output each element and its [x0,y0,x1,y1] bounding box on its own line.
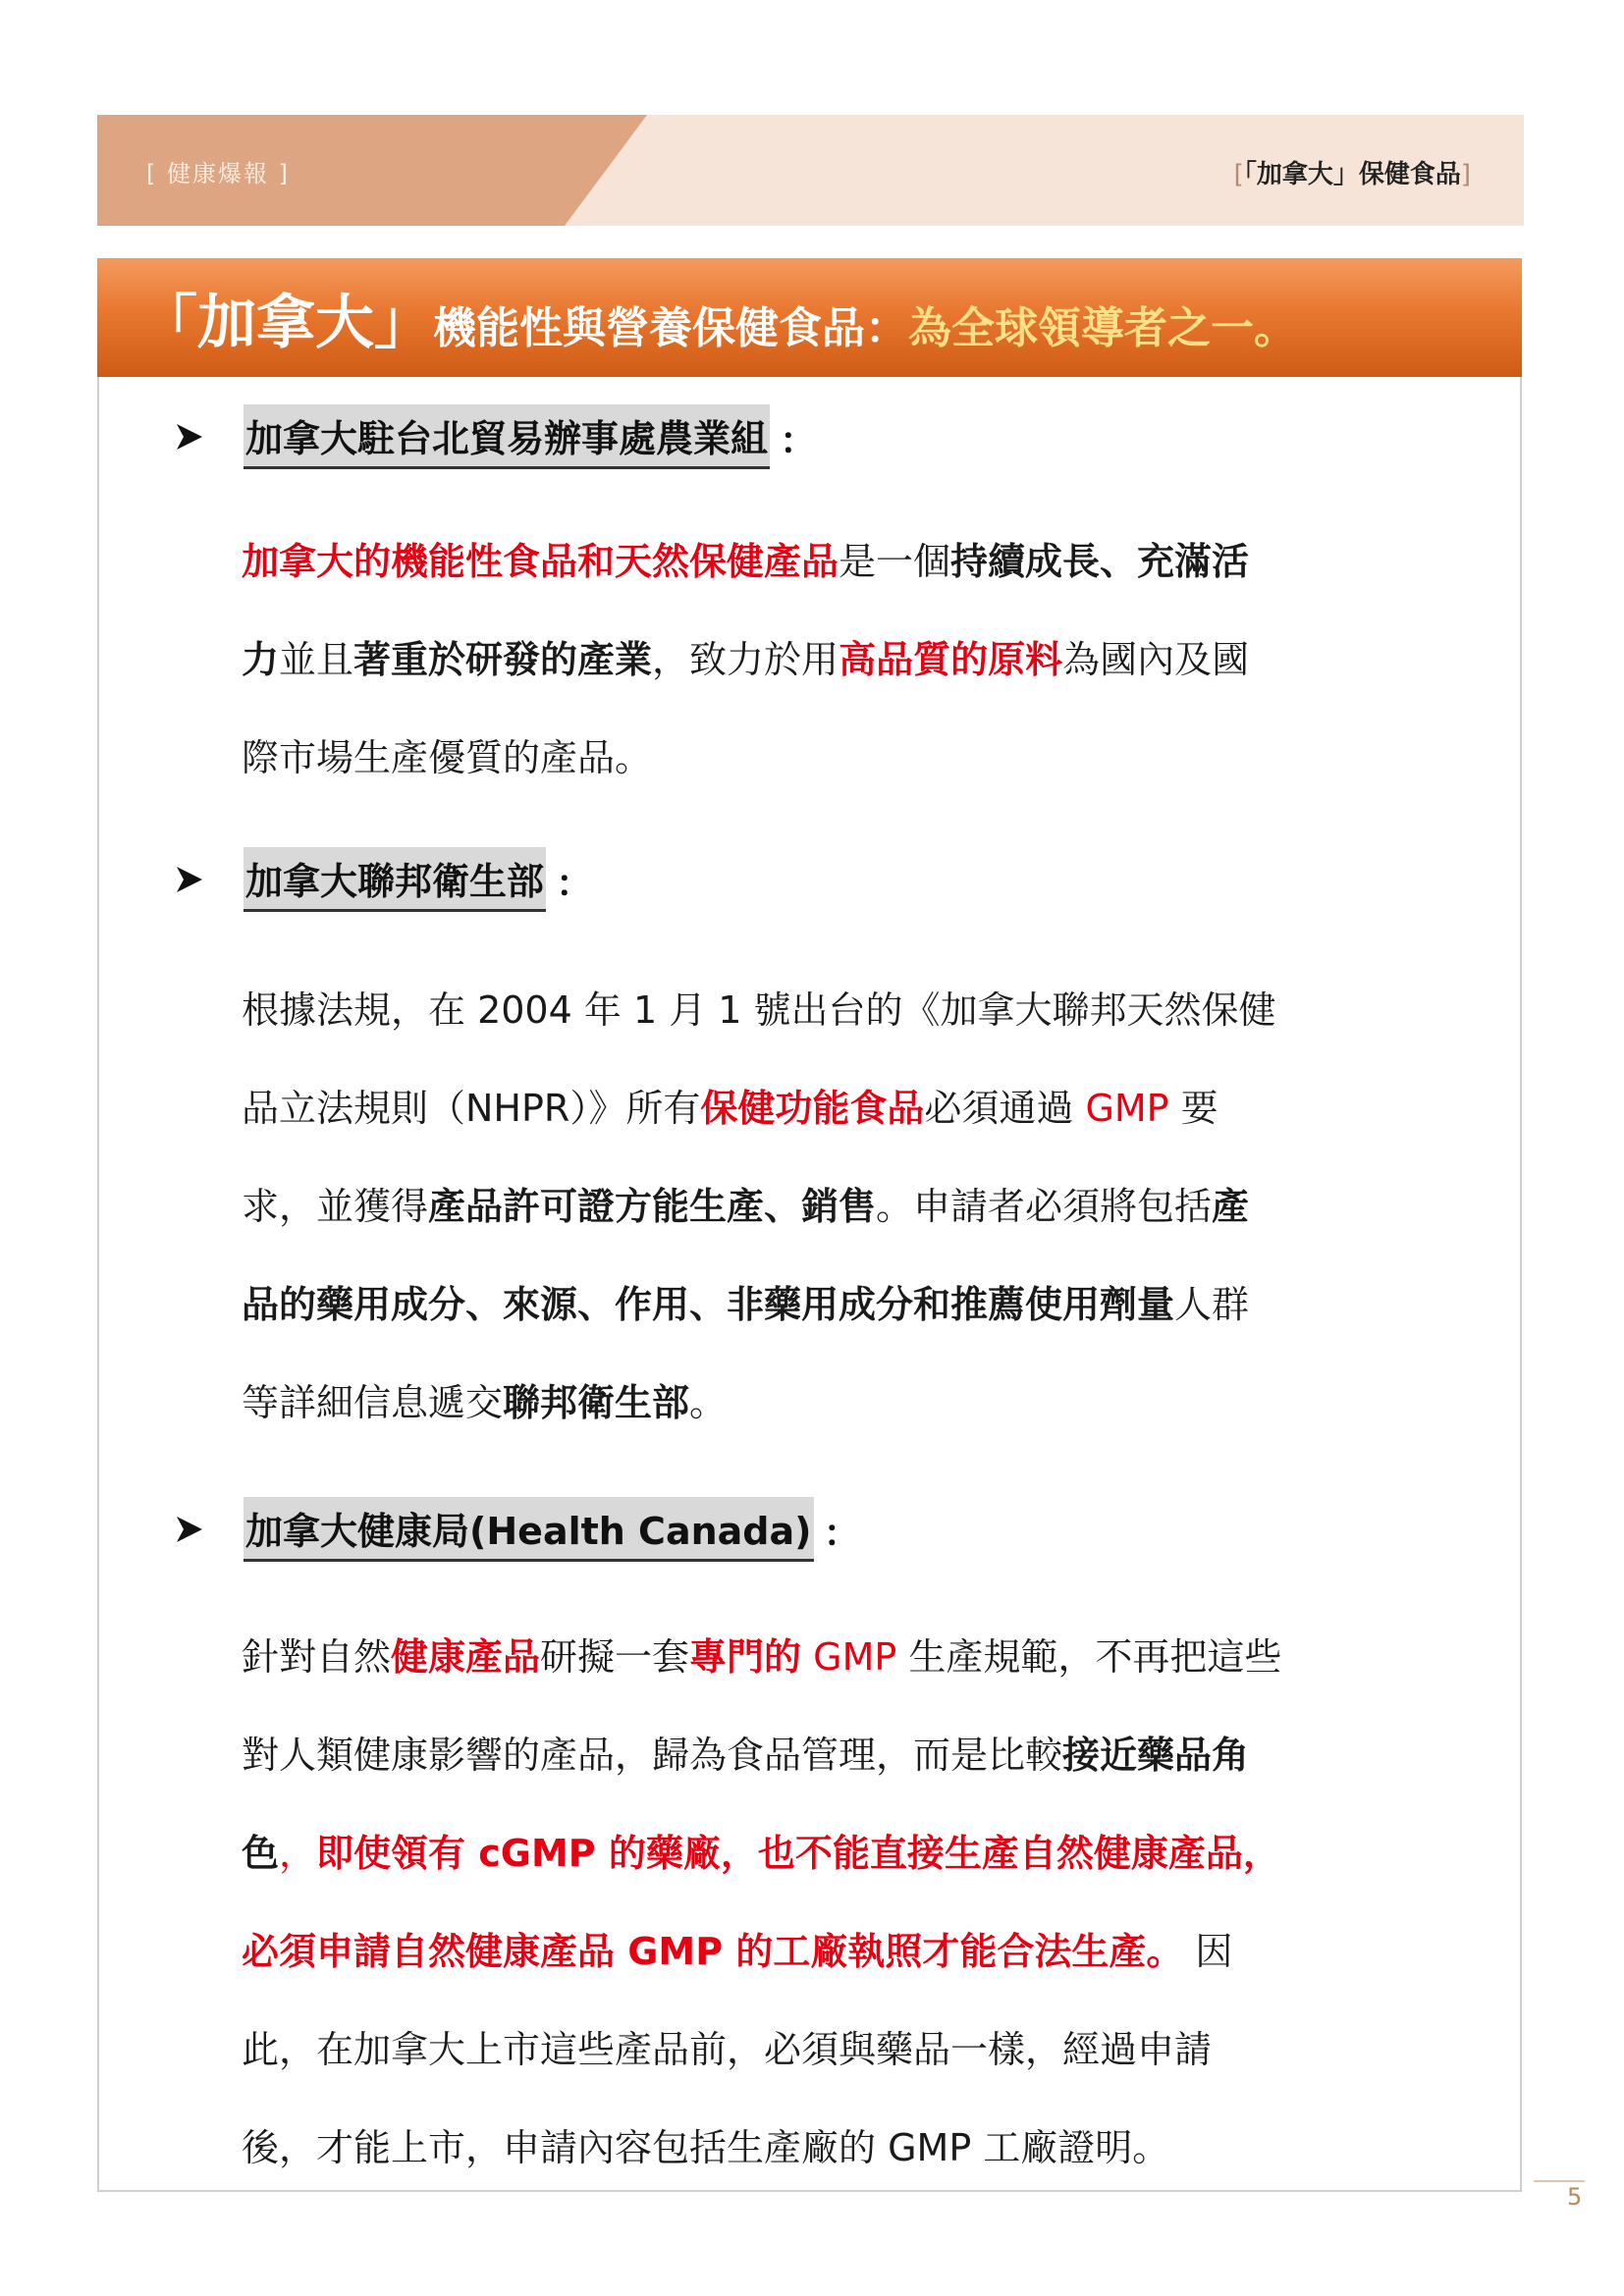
text-run: 產品許可證方能生產、銷售 [428,1185,877,1228]
text-run: 生產規範，不再把這些 [896,1635,1282,1679]
text-run: 必須通過 [924,1087,1086,1130]
text-line [242,1608,1459,1706]
text-line [242,2099,1459,2197]
text-run: 研擬一套 [540,1635,690,1679]
section-heading-colon: ： [823,1511,861,1555]
text-run: 是一個 [839,540,951,583]
page-number: 5 [1567,2183,1583,2211]
header-topic-text: 「加拿大」保健食品 [1243,160,1461,189]
text-run: 即使領有 cGMP 的藥廠，也不能直接生產自然健康產品， [316,1832,1280,1875]
text-line [242,2001,1459,2099]
header-topic-bracket-open: [ [1233,160,1244,189]
title-part-highlight: 為全球領導者之一。 [908,303,1297,353]
section-heading-colon: ： [556,861,594,905]
text-run: 力 [242,638,280,681]
text-line [242,1255,1459,1354]
page-number-rule [1534,2180,1585,2182]
text-line [242,961,1459,1059]
text-run: 保健功能食品 [700,1087,925,1130]
text-run: 根據法規，在 2004 年 1 月 1 號出台的《加拿大聯邦天然保健 [242,988,1276,1032]
arrow-bullet-icon [175,865,204,894]
text-run: 品的藥用成分、來源、作用、非藥用成分和推薦使用劑量 [242,1283,1175,1326]
text-run: 要 [1168,1087,1218,1130]
text-run: 專門的 [689,1635,802,1679]
text-run: 後，才能上市，申請內容包括生產廠的 GMP 工廠證明。 [242,2126,1170,2169]
text-run: 加拿大的機能性食品和天然保健產品 [242,540,839,583]
text-run: 著重於研發的產業 [353,638,653,681]
text-line [242,1902,1459,2001]
text-line [242,611,1459,709]
arrow-bullet-icon [175,422,204,452]
arrow-bullet-icon [175,1515,204,1544]
text-line [242,1354,1459,1452]
page-title [138,276,1297,360]
header-category: [ 健康爆報 ] [146,160,290,187]
text-run: 對人類健康影響的產品，歸為食品管理，而是比較 [242,1734,1063,1777]
section-body [242,1608,1459,2197]
section-body [242,961,1459,1452]
text-run: 為國內及國 [1062,638,1250,681]
page-header [97,115,1524,226]
text-line [242,1804,1459,1902]
text-run: 並且 [279,638,354,681]
section-body [242,512,1459,807]
text-line [242,709,1459,807]
section-heading-text: 加拿大駐台北貿易辦事處農業組 [244,404,770,469]
text-run: 等詳細信息遞交 [242,1381,504,1424]
text-run: 接近藥品角 [1062,1734,1250,1777]
title-part-country: 「加拿大」 [138,289,433,357]
text-run: 高品質的原料 [839,638,1063,681]
text-line [242,1059,1459,1157]
section-heading-text: 加拿大健康局(Health Canada) [244,1497,814,1562]
text-run: ，致力於用 [652,638,839,681]
text-run: GMP [1085,1087,1169,1130]
section-heading-2 [175,850,593,909]
section-heading-colon: ： [780,418,818,462]
text-run: 聯邦衛生部 [503,1381,690,1424]
text-run: 因 [1183,1930,1233,1973]
section-heading-3 [175,1500,861,1559]
text-run: 針對自然 [242,1635,392,1679]
text-run: 。 [689,1381,728,1424]
text-line [242,1706,1459,1804]
text-line [242,512,1459,611]
text-run: 人群 [1174,1283,1250,1326]
text-run: GMP [801,1635,897,1679]
text-run: 品立法規則（NHPR）》所有 [242,1087,701,1130]
text-run: 求，並獲得 [242,1185,429,1228]
text-run: 此，在加拿大上市這些產品前，必須與藥品一樣，經過申請 [242,2028,1213,2071]
text-run: 際市場生產優質的產品。 [242,736,653,779]
text-run: ， [279,1832,317,1875]
header-topic [1234,154,1471,190]
text-run: 健康產品 [391,1635,541,1679]
text-run: 必須申請自然健康產品 GMP 的工廠執照才能合法生產。 [242,1930,1184,1973]
text-run: 持續成長、充滿活 [950,540,1250,583]
text-run: 產 [1212,1185,1250,1228]
header-topic-bracket-close: ] [1460,160,1471,189]
text-line [242,1157,1459,1255]
text-run: 。申請者必須將包括 [876,1185,1213,1228]
text-run: 色 [242,1832,280,1875]
title-bar [97,258,1522,377]
title-part-subject: 機能性與營養保健食品： [433,303,908,353]
section-heading-text: 加拿大聯邦衛生部 [244,847,546,912]
section-heading-1 [175,407,817,466]
